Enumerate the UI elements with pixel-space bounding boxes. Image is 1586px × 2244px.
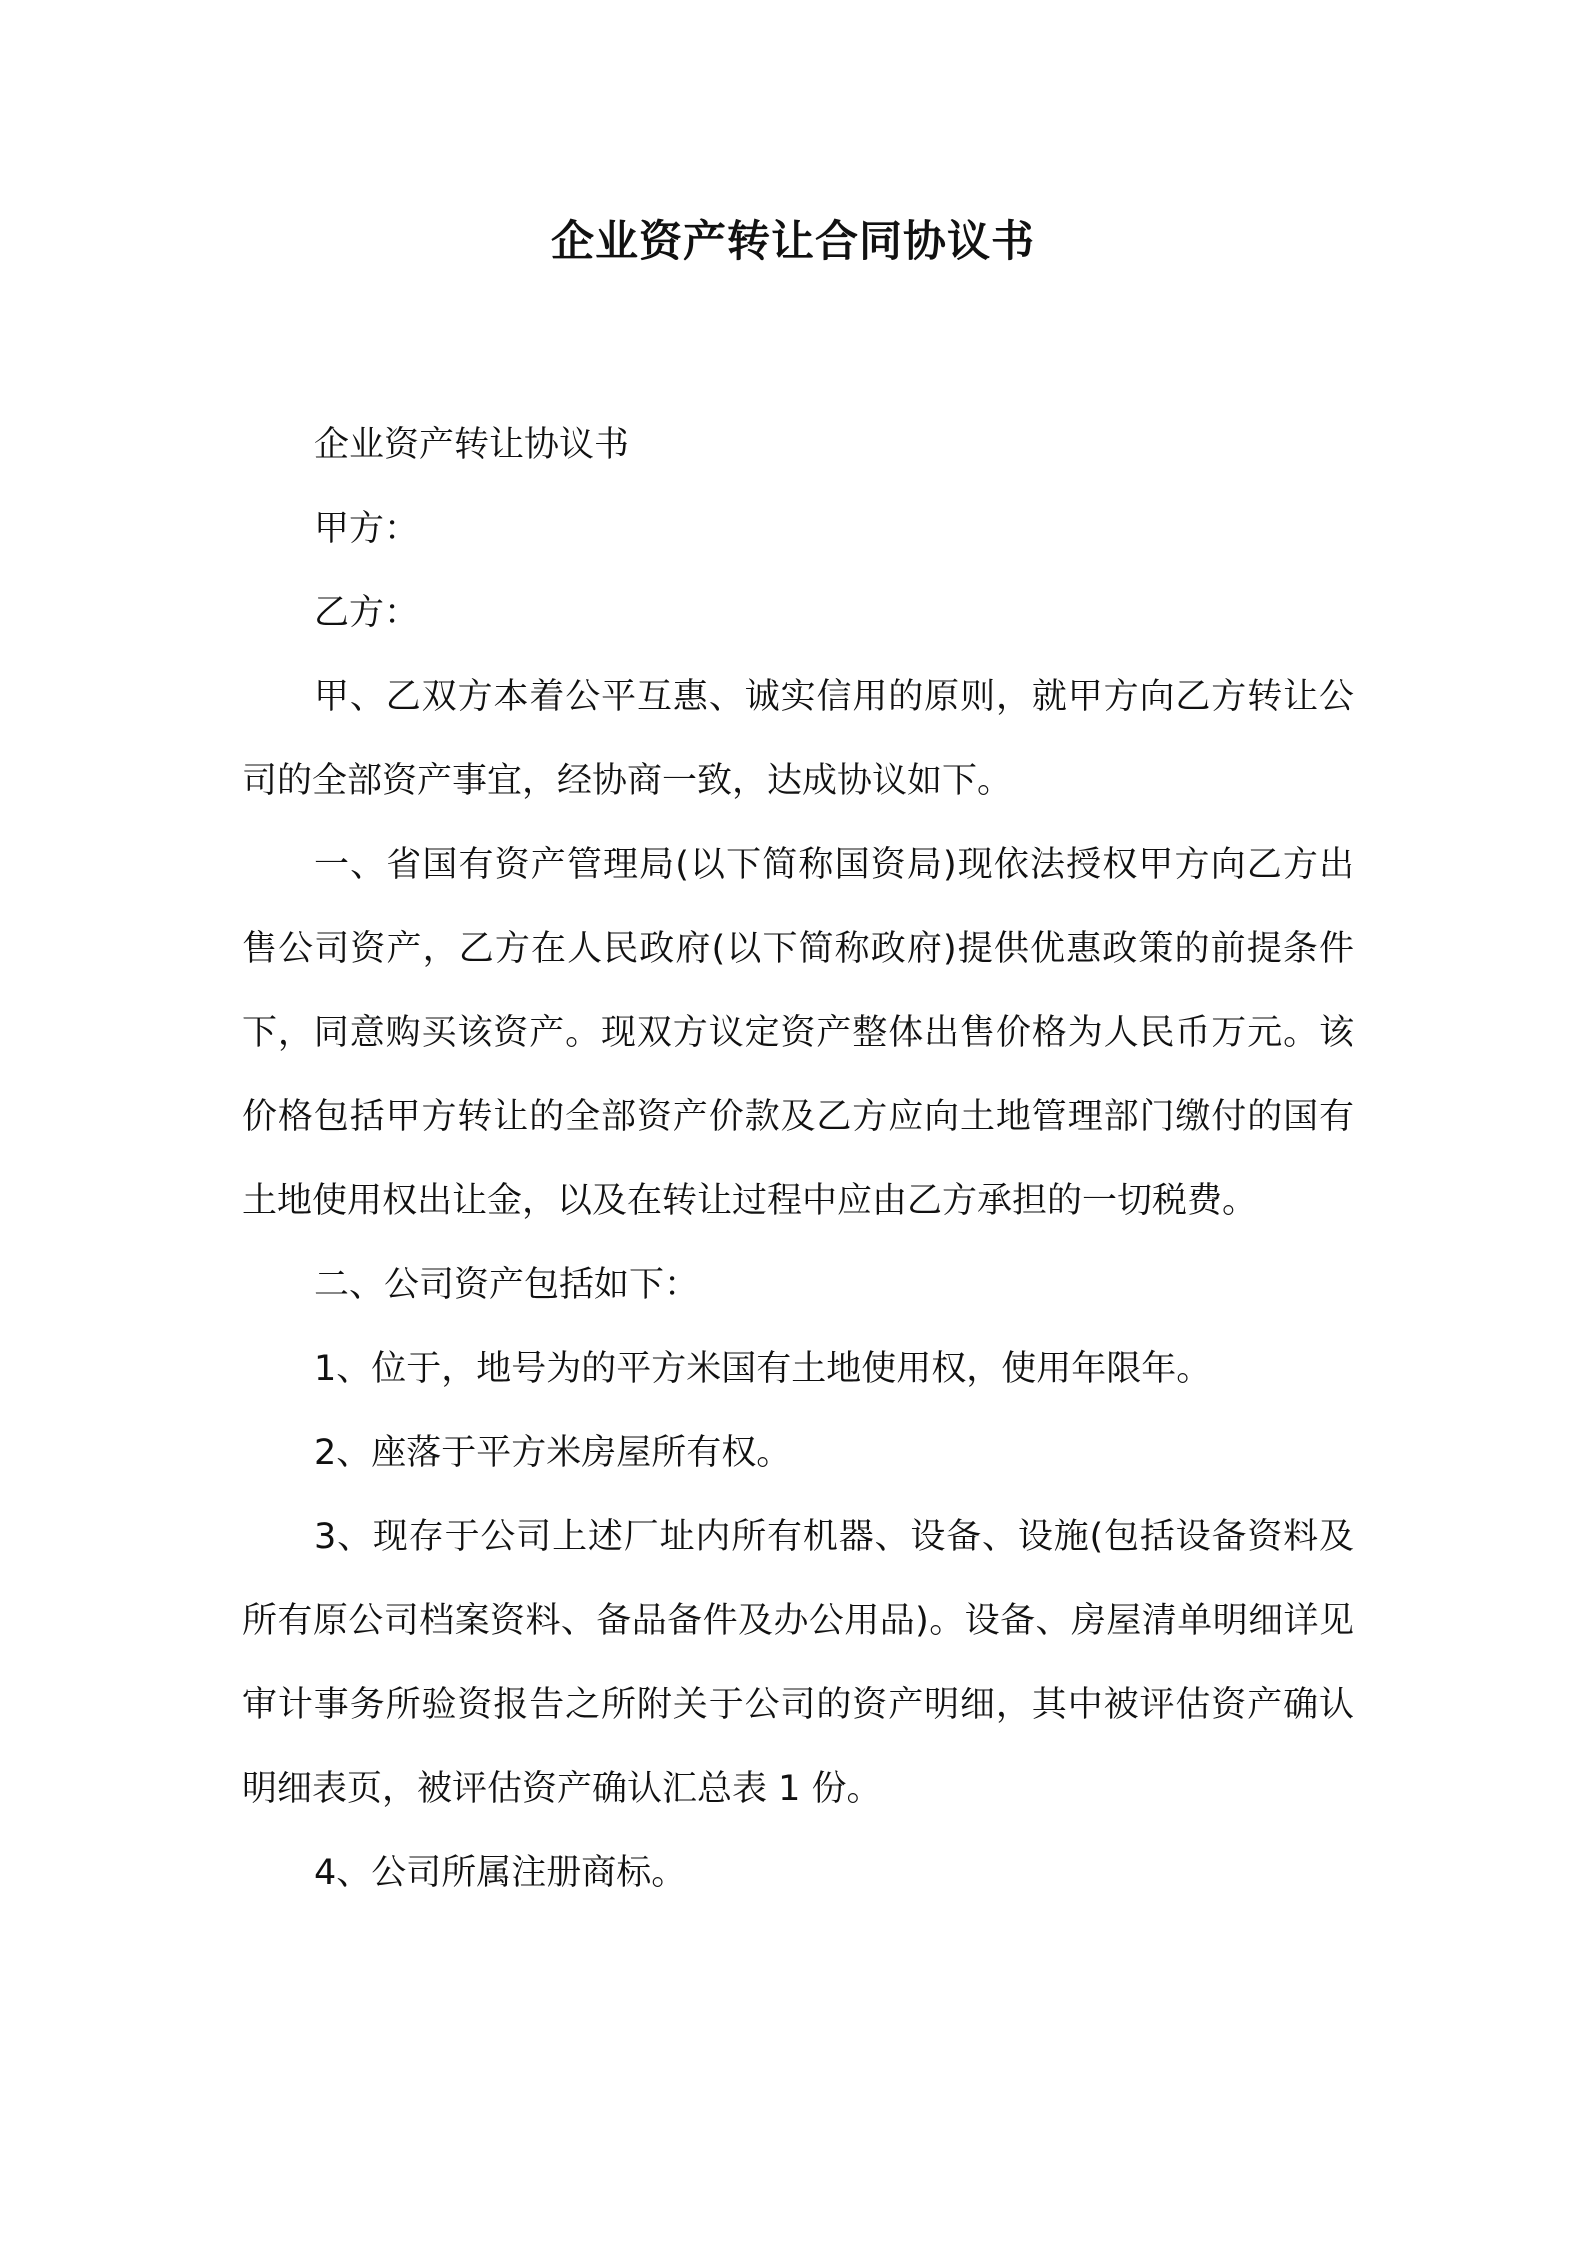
clause-2-heading: 二、公司资产包括如下：	[314, 1265, 700, 1305]
clause-1-paragraph: 一、省国有资产管理局(以下简称国资局)现依法授权甲方向乙方出售公司资产，乙方在人民政府(以下简称政府)提供优惠政策的前提条件下，同意购买该资产。现双方议定资产整体出售价格为人民币万元。该价格包括甲方转让的全部资产价款及乙方应向土地管理部门缴付的国有土地使用权出让金，以及在转让过程中应由乙方承担的一切税费。	[242, 845, 1354, 1221]
asset-item-4: 4、公司所属注册商标。	[314, 1853, 687, 1893]
party-b-line: 乙方：	[314, 593, 420, 633]
document-body	[242, 403, 1354, 1915]
asset-item-2: 2、座落于平方米房屋所有权。	[314, 1433, 792, 1473]
party-a-line: 甲方：	[314, 509, 420, 549]
agreement-heading: 企业资产转让协议书	[314, 425, 630, 465]
asset-item-3: 3、现存于公司上述厂址内所有机器、设备、设施(包括设备资料及所有原公司档案资料、备品备件及办公用品)。设备、房屋清单明细详见审计事务所验资报告之所附关于公司的资产明细，其中被评估资产确认明细表页，被评估资产确认汇总表 1 份。	[242, 1517, 1354, 1809]
asset-item-1: 1、位于，地号为的平方米国有土地使用权，使用年限年。	[314, 1349, 1212, 1389]
document-title: 企业资产转让合同协议书	[551, 217, 1035, 267]
preamble-paragraph: 甲、乙双方本着公平互惠、诚实信用的原则，就甲方向乙方转让公司的全部资产事宜，经协商一致，达成协议如下。	[242, 677, 1354, 801]
